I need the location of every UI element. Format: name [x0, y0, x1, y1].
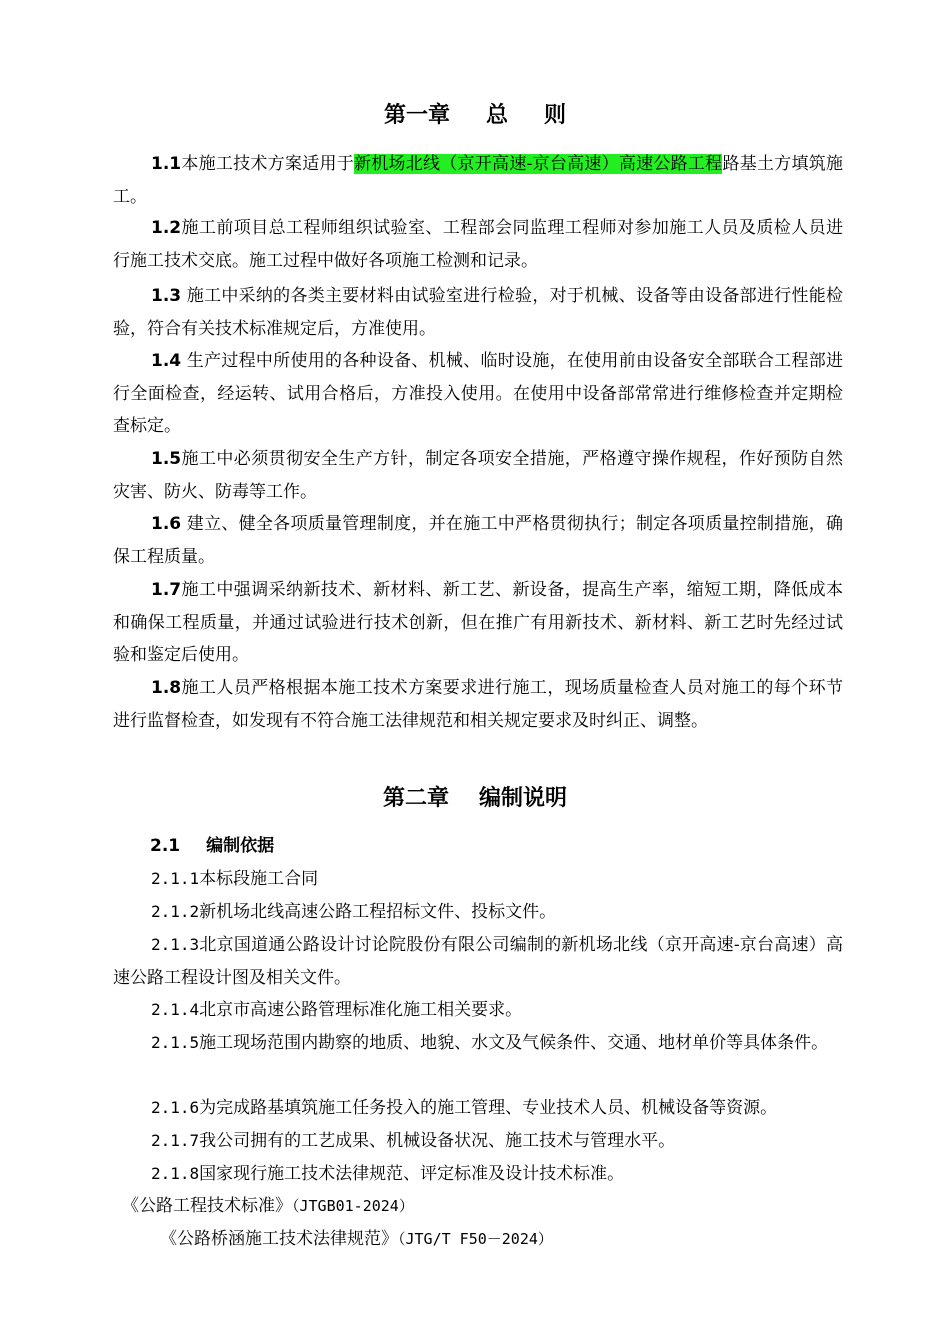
item-2-1-3: 2.1.3北京国道通公路设计讨论院股份有限公司编制的新机场北线（京开高速-京台高速）高速公路工程设计图及相关文件。 — [113, 935, 843, 988]
paragraph-1-3: 1.3 施工中采纳的各类主要材料由试验室进行检验，对于机械、设备等由设备部进行性能检验，符合有关技术标准规定后，方准使用。 — [113, 286, 843, 339]
paragraph-1-1: 1.1本施工技术方案适用于新机场北线（京开高速-京台高速）高速公路工程路基土方填筑施工。 — [113, 154, 844, 207]
chapter-1-word-1: 总 — [485, 103, 508, 128]
item-2-1-4: 2.1.4北京市高速公路管理标准化施工相关要求。 — [151, 1000, 523, 1020]
paragraph-1-5: 1.5施工中必须贯彻安全生产方针，制定各项安全措施，严格遵守操作规程，作好预防自然灾害、防火、防毒等工作。 — [113, 449, 843, 502]
chapter-2-heading: 编制说明 — [479, 786, 568, 811]
item-2-1-2: 2.1.2新机场北线高速公路工程招标文件、投标文件。 — [151, 902, 557, 922]
item-2-1-5: 2.1.5施工现场范围内勘察的地质、地貌、水文及气候条件、交通、地材单价等具体条件。 — [151, 1033, 829, 1053]
chapter-1-label: 第一章 — [383, 103, 450, 128]
item-2-1-8: 2.1.8国家现行施工技术法律规范、评定标准及设计技术标准。 — [151, 1164, 625, 1184]
paragraph-1-6: 1.6 建立、健全各项质量管理制度，并在施工中严格贯彻执行；制定各项质量控制措施，确保工程质量。 — [113, 514, 843, 567]
standard-1: 《公路工程技术标准》（JTGB01-2024） — [122, 1196, 414, 1216]
item-2-1-7: 2.1.7我公司拥有的工艺成果、机械设备状况、施工技术与管理水平。 — [151, 1131, 676, 1151]
chapter-1-title — [0, 101, 950, 131]
section-2-1-heading: 2.1 编制依据 — [150, 836, 275, 856]
chapter-1-word-2: 则 — [544, 103, 567, 128]
standard-2: 《公路桥涵施工技术法律规范》（JTG/T F50－2024） — [160, 1229, 553, 1249]
paragraph-1-7: 1.7施工中强调采纳新技术、新材料、新工艺、新设备，提高生产率，缩短工期，降低成本和确保工程质量，并通过试验进行技术创新，但在推广有用新技术、新材料、新工艺时先经过试验和鉴定后使用。 — [113, 580, 843, 666]
chapter-2-title — [0, 784, 950, 814]
paragraph-1-2: 1.2施工前项目总工程师组织试验室、工程部会同监理工程师对参加施工人员及质检人员进行施工技术交底。施工过程中做好各项施工检测和记录。 — [113, 218, 843, 271]
highlighted-project-name: 新机场北线（京开高速-京台高速）高速公路工程 — [353, 154, 723, 174]
chapter-2-label: 第二章 — [382, 786, 449, 811]
paragraph-1-4: 1.4 生产过程中所使用的各种设备、机械、临时设施，在使用前由设备安全部联合工程部进行全面检查，经运转、试用合格后，方准投入使用。在使用中设备部常常进行维修检查并定期检查标定。 — [113, 351, 843, 437]
item-2-1-1: 2.1.1本标段施工合同 — [151, 869, 319, 889]
paragraph-1-8: 1.8施工人员严格根据本施工技术方案要求进行施工，现场质量检查人员对施工的每个环节进行监督检查，如发现有不符合施工法律规范和相关规定要求及时纠正、调整。 — [113, 678, 843, 731]
item-2-1-6: 2.1.6为完成路基填筑施工任务投入的施工管理、专业技术人员、机械设备等资源。 — [151, 1098, 778, 1118]
